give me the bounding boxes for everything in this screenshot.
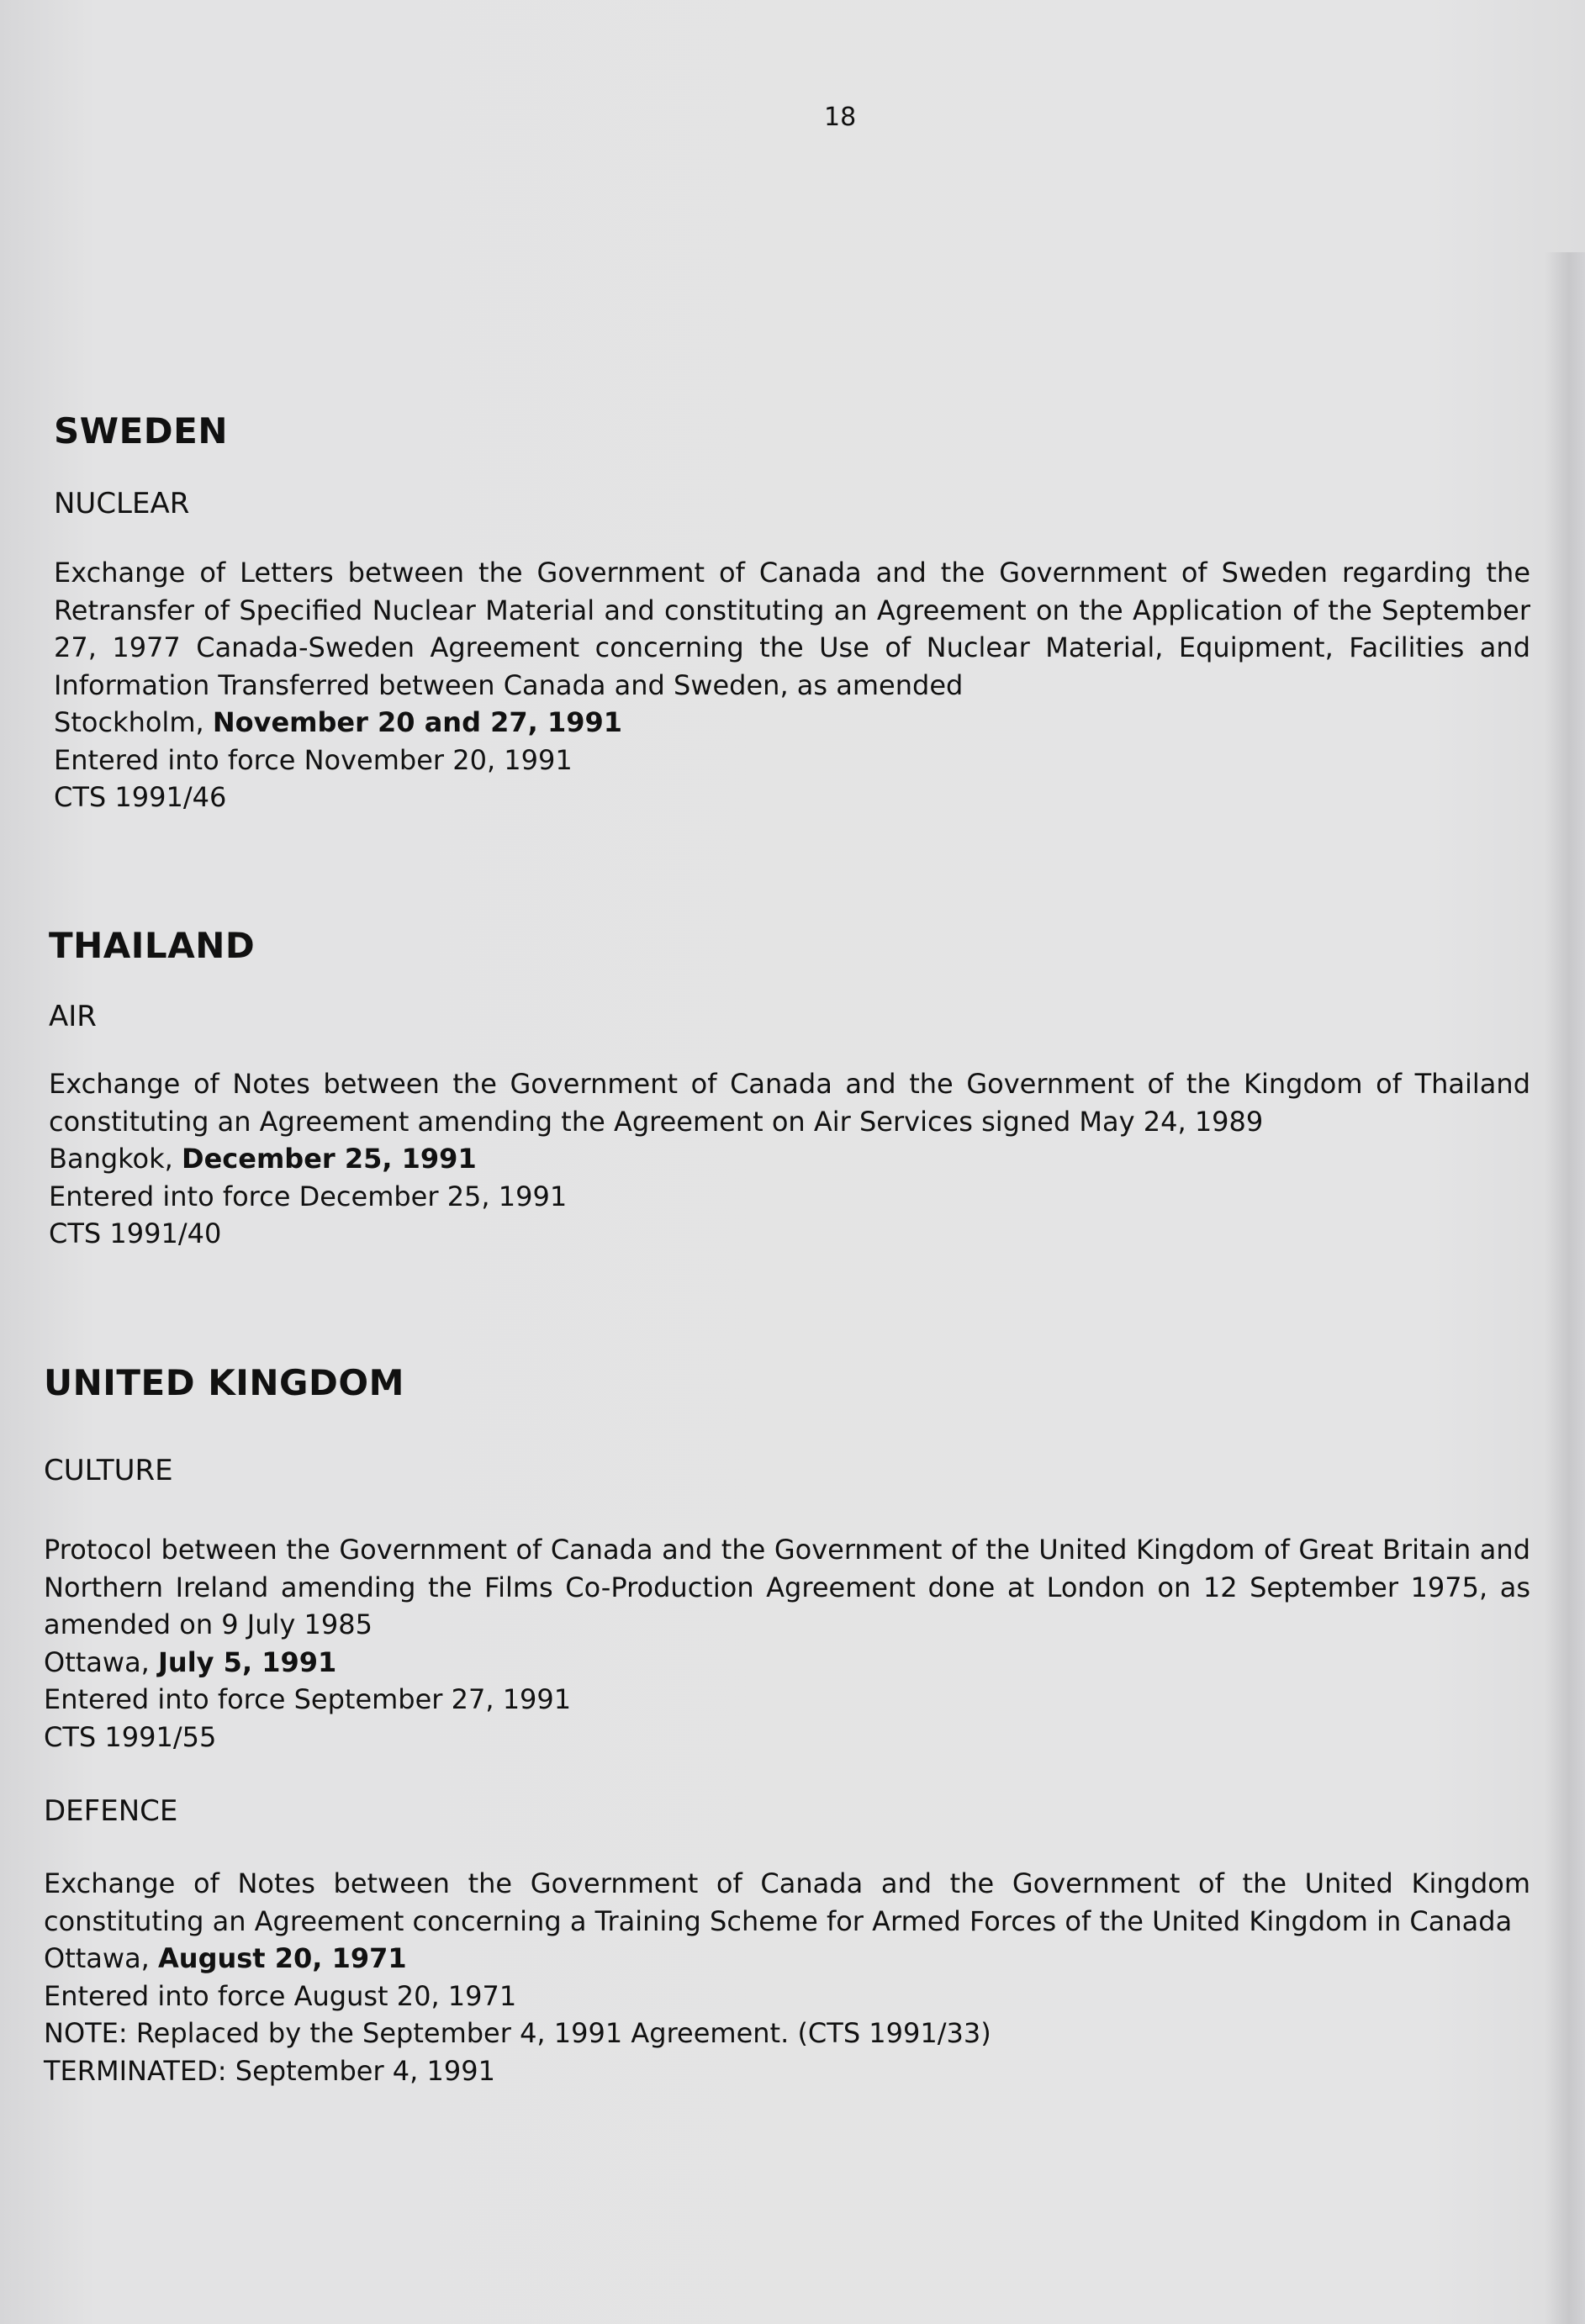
subject-heading: AIR: [49, 1000, 97, 1033]
section-united-kingdom: [44, 1362, 1530, 2089]
treaty-description: Protocol between the Government of Canada and the Government of the United Kingdom of Great Britain and Northern Ireland amending the Films Co-Production Agreement done at London on 12 September 1975, as amended on 9 July 1985: [44, 1534, 1530, 1640]
treaty-date: July 5, 1991: [158, 1645, 337, 1678]
treaty-place: Ottawa,: [44, 1942, 159, 1974]
country-heading: UNITED KINGDOM: [44, 1362, 404, 1403]
treaty-place: Bangkok,: [49, 1143, 182, 1175]
treaty-entry: [54, 554, 1530, 816]
treaty-place-date: [44, 1940, 1530, 1978]
treaty-description: Exchange of Notes between the Government of Canada and the Government of the United Kingdom constituting an Agreement concerning a Training Scheme for Armed Forces of the United Kingdom in Canada: [44, 1867, 1530, 1937]
treaty-place: Ottawa,: [44, 1645, 159, 1678]
treaty-entered: Entered into force November 20, 1991: [54, 743, 573, 776]
treaty-entry: [44, 1531, 1530, 1756]
treaty-entered: Entered into force September 27, 1991: [44, 1683, 572, 1715]
treaty-entered: Entered into force August 20, 1971: [44, 1979, 517, 2012]
treaty-note: NOTE: Replaced by the September 4, 1991 Agreement. (CTS 1991/33): [44, 2017, 991, 2049]
treaty-terminated: TERMINATED: September 4, 1991: [44, 2054, 495, 2087]
treaty-place-date: [49, 1140, 1530, 1178]
subject-heading: CULTURE: [44, 1454, 173, 1487]
treaty-place: Stockholm,: [54, 706, 213, 738]
treaty-description: Exchange of Notes between the Government of Canada and the Government of the Kingdom of Thailand constituting an Agreement amending the Agreement on Air Services signed May 24, 1989: [49, 1068, 1530, 1138]
treaty-date: November 20 and 27, 1991: [212, 706, 623, 738]
treaty-description: Exchange of Letters between the Government of Canada and the Government of Sweden regarding the Retransfer of Specified Nuclear Material and constituting an Agreement on the Application of the September 27, 1977 Canada-Sweden Agreement concerning the Use of Nuclear Material, Equipment, Facilities and Information Transferred between Canada and Sweden, as amended: [54, 557, 1530, 701]
treaty-place-date: [44, 1644, 1530, 1682]
section-thailand: [49, 925, 1530, 1253]
country-heading: SWEDEN: [54, 410, 228, 452]
section-sweden: [54, 410, 1530, 816]
treaty-entered: Entered into force December 25, 1991: [49, 1180, 568, 1212]
page-number: 18: [824, 103, 857, 132]
country-heading: THAILAND: [49, 925, 256, 966]
subject-heading: DEFENCE: [44, 1794, 178, 1828]
treaty-cts: CTS 1991/46: [54, 781, 227, 813]
treaty-date: August 20, 1971: [158, 1942, 407, 1974]
treaty-entry: [49, 1065, 1530, 1253]
treaty-date: December 25, 1991: [182, 1143, 477, 1175]
treaty-cts: CTS 1991/55: [44, 1720, 217, 1753]
show-through-edge: [1545, 252, 1585, 2324]
treaty-place-date: [54, 704, 1530, 742]
subject-heading: NUCLEAR: [54, 487, 190, 520]
treaty-cts: CTS 1991/40: [49, 1217, 222, 1249]
treaty-entry: [44, 1865, 1530, 2089]
